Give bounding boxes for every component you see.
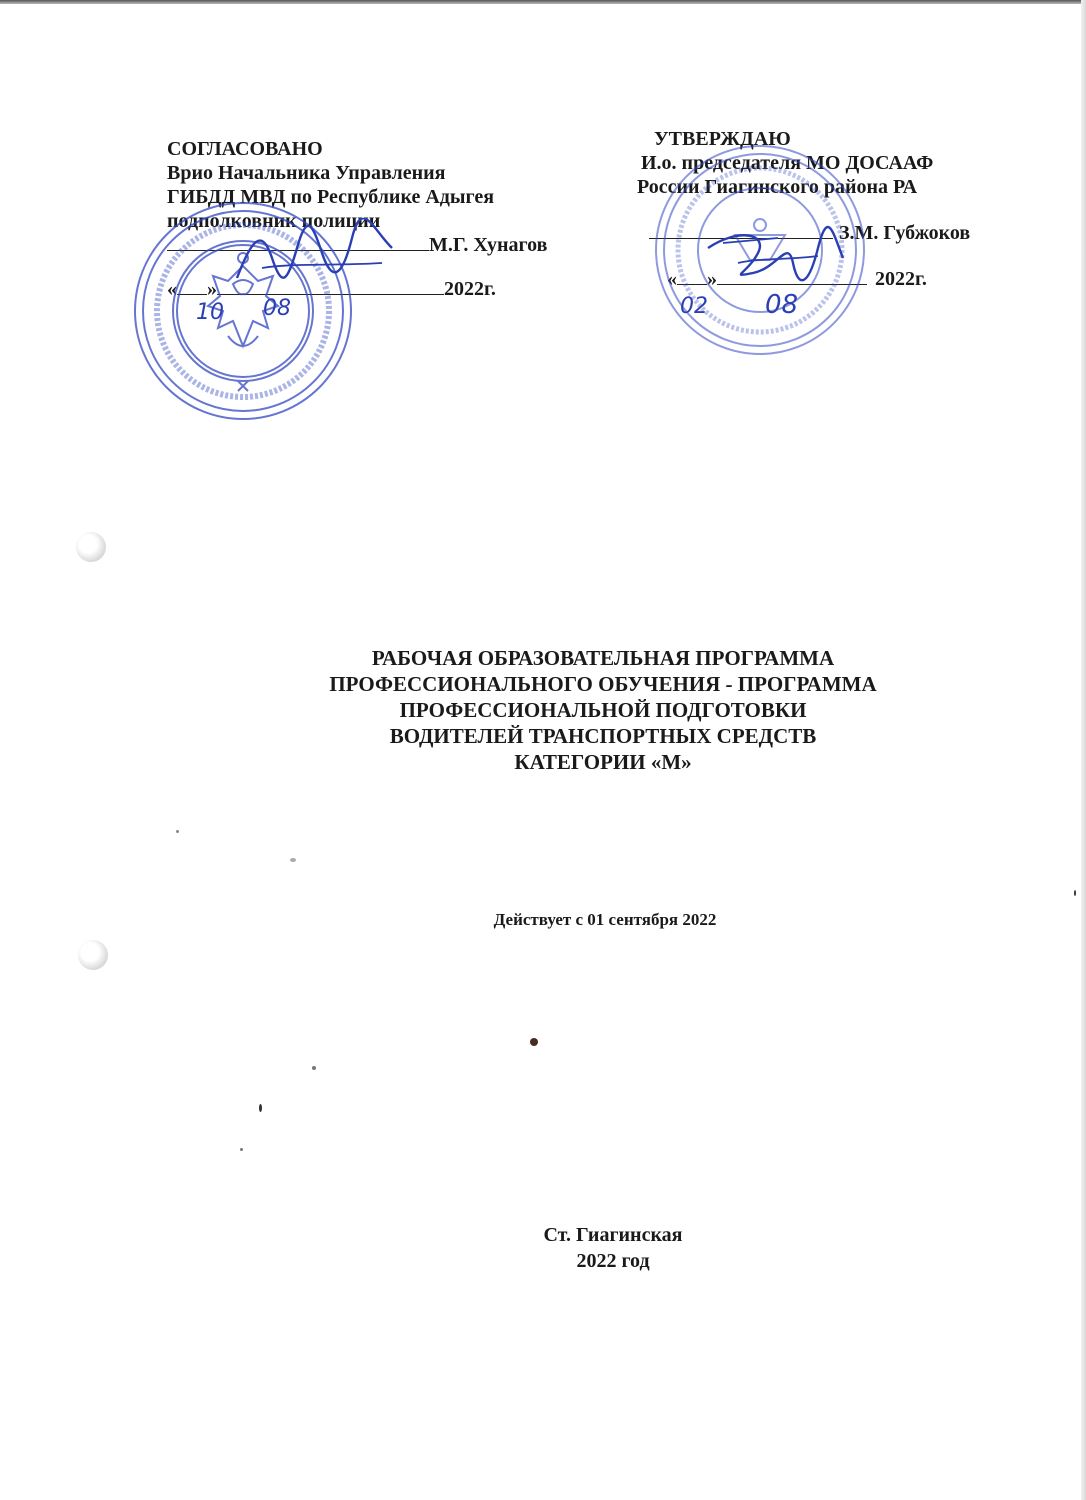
scan-speck bbox=[240, 1148, 243, 1151]
left-rank: подполковник полиции bbox=[167, 210, 381, 232]
title-line-4: ВОДИТЕЛЕЙ ТРАНСПОРТНЫХ СРЕДСТВ bbox=[389, 724, 817, 748]
right-handwritten-day: 02 bbox=[680, 294, 708, 319]
document-year: 2022 год bbox=[576, 1250, 650, 1272]
left-handwritten-day: 10 bbox=[196, 300, 224, 325]
title-line-5: КАТЕГОРИИ «М» bbox=[514, 750, 692, 774]
left-position-line-2: ГИБДД МВД по Республике Адыгея bbox=[167, 186, 495, 208]
scan-speck bbox=[312, 1066, 316, 1070]
left-position-line-1: Врио Начальника Управления bbox=[167, 162, 446, 184]
right-position-line-2: России Гиагинского района РА bbox=[637, 176, 918, 198]
punch-hole-bottom bbox=[78, 940, 108, 970]
left-date-close-quote: » bbox=[207, 278, 217, 300]
right-date-close-quote: » bbox=[707, 268, 717, 290]
document-title bbox=[0, 645, 1086, 775]
right-handwritten-signature-icon bbox=[698, 218, 848, 298]
scan-speck bbox=[259, 1104, 262, 1112]
scan-top-edge bbox=[0, 0, 1086, 4]
title-line-2: ПРОФЕССИОНАЛЬНОГО ОБУЧЕНИЯ - ПРОГРАММА bbox=[329, 672, 877, 696]
scan-speck bbox=[176, 830, 179, 833]
right-year: 2022г. bbox=[875, 268, 927, 290]
scan-speck bbox=[290, 858, 296, 862]
effective-date: Действует с 01 сентября 2022 bbox=[493, 910, 717, 929]
left-handwritten-month: 08 bbox=[263, 296, 291, 321]
right-position-line-1: И.о. председателя МО ДОСААФ bbox=[641, 152, 934, 174]
place-name: Ст. Гиагинская bbox=[543, 1224, 683, 1246]
punch-hole-top bbox=[76, 532, 106, 562]
scan-speck bbox=[530, 1038, 538, 1046]
left-handwritten-signature-icon bbox=[232, 218, 402, 288]
left-heading: СОГЛАСОВАНО bbox=[167, 138, 323, 160]
scan-speck bbox=[1074, 890, 1076, 896]
right-signer-name: З.М. Губжоков bbox=[839, 222, 971, 244]
right-date-open-quote: « bbox=[667, 268, 677, 290]
left-year: 2022г. bbox=[444, 278, 496, 300]
title-line-3: ПРОФЕССИОНАЛЬНОЙ ПОДГОТОВКИ bbox=[399, 698, 807, 722]
right-heading: УТВЕРЖДАЮ bbox=[654, 128, 791, 150]
right-handwritten-month: 08 bbox=[765, 290, 799, 320]
left-date-open-quote: « bbox=[167, 278, 177, 300]
left-signer-name: М.Г. Хунагов bbox=[429, 234, 548, 256]
title-line-1: РАБОЧАЯ ОБРАЗОВАТЕЛЬНАЯ ПРОГРАММА bbox=[371, 646, 835, 670]
place-and-year bbox=[0, 1222, 1086, 1274]
